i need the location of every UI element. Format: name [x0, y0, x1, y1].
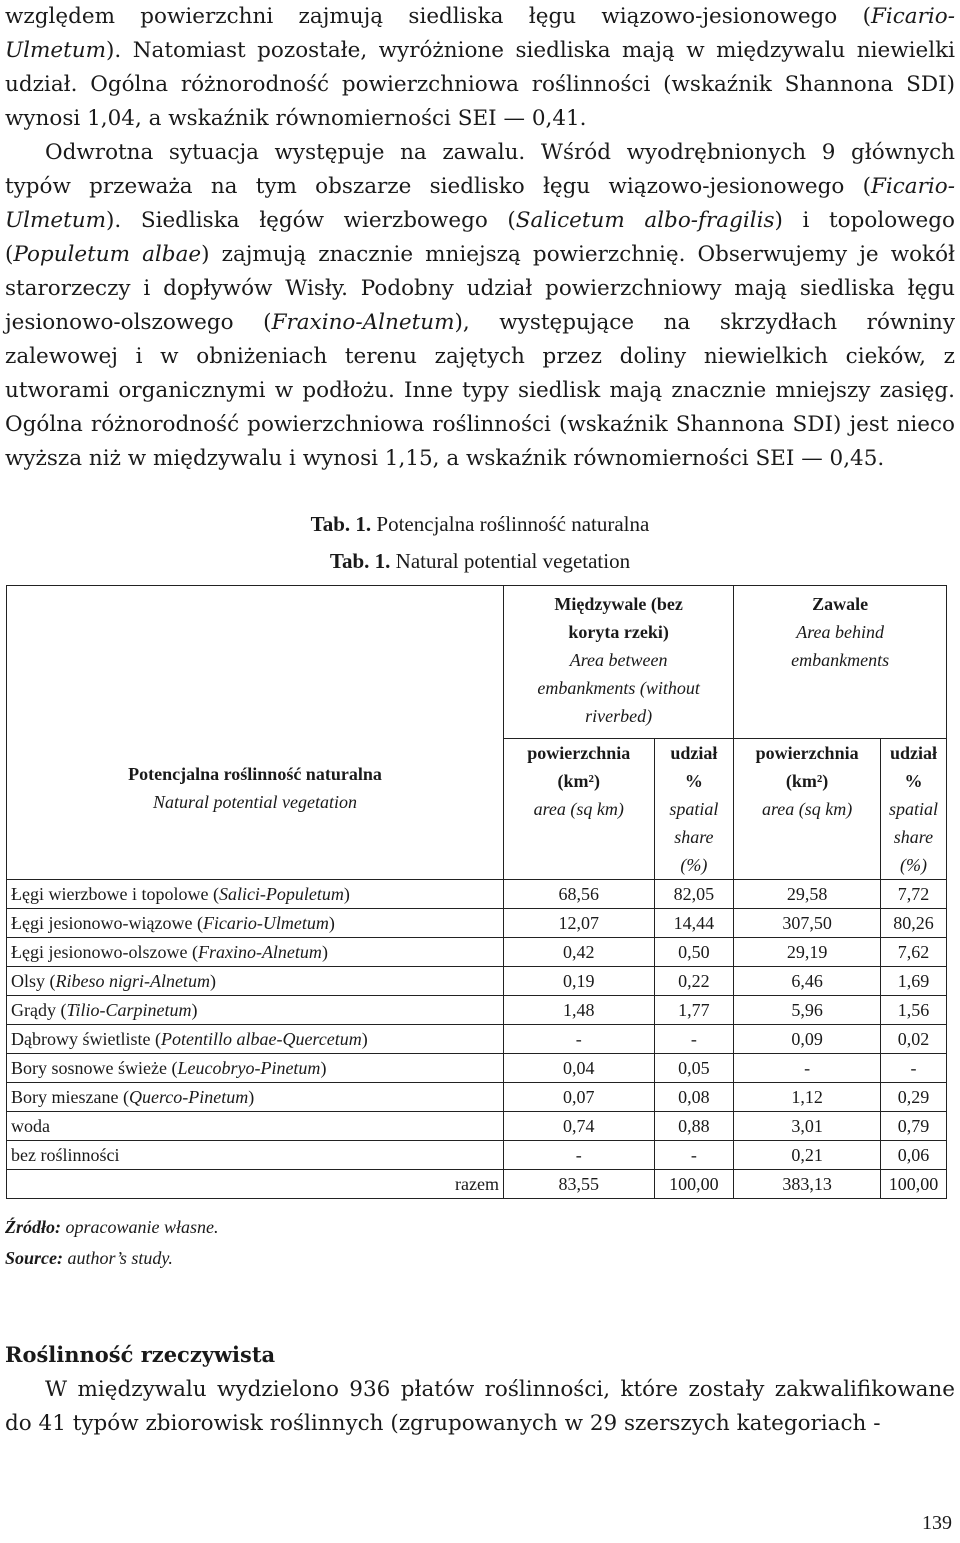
table-row [7, 880, 947, 909]
value-cell: - [503, 1141, 654, 1170]
vegetation-name-cell [7, 1141, 504, 1170]
value-cell: - [880, 1054, 946, 1083]
latin-name: Ficario-Ulmetum [5, 174, 955, 233]
table-row [7, 909, 947, 938]
header-area [734, 739, 881, 880]
value-cell: 1,69 [880, 967, 946, 996]
latin-name: Salicetum albo-fragilis [515, 208, 775, 233]
value-cell: 307,50 [734, 909, 881, 938]
value-cell: 0,05 [654, 1054, 734, 1083]
page-number: 139 [922, 1512, 952, 1534]
header-label-en: area (sq km) [761, 799, 853, 819]
header-label-en: area (sq km) [533, 799, 624, 819]
text-run: względem powierzchni zajmują siedliska łęgu wiązowo-jesionowego ( [5, 4, 871, 29]
text-run: ). Natomiast pozostałe, wyróżnione siedliska mają w międzywalu niewielki udział. Ogólna różnorodność powierzchniowa roślinności (wskaźnik Shannona SDI) wynosi 1,04, a wskaźnik równomierności SEI — 0,41. [5, 38, 955, 131]
value-cell: 68,56 [503, 880, 654, 909]
paren: ) [209, 971, 216, 991]
latin-name: Leucobryo-Pinetum [177, 1058, 321, 1078]
vegetation-name: Grądy ( [11, 1000, 67, 1020]
table-caption-pl [0, 512, 960, 536]
value-cell: - [734, 1054, 881, 1083]
total-cell: 83,55 [503, 1170, 654, 1199]
vegetation-name: bez roślinności [11, 1145, 120, 1165]
paren: ) [191, 1000, 198, 1020]
caption-text: Natural potential vegetation [390, 549, 631, 573]
caption-label: Tab. 1. [310, 512, 372, 536]
source-text: author’s study. [63, 1248, 173, 1268]
header-share [880, 739, 946, 880]
vegetation-name: Bory mieszane ( [11, 1087, 129, 1107]
source-en [5, 1243, 219, 1274]
paren: ) [320, 1058, 327, 1078]
value-cell: 12,07 [503, 909, 654, 938]
table-row [7, 996, 947, 1025]
value-cell: 0,04 [503, 1054, 654, 1083]
header-label-en: Area behind embankments [791, 622, 890, 670]
latin-name: Querco-Pinetum [128, 1087, 249, 1107]
table-caption-en [0, 549, 960, 573]
header-behind-embankments [734, 586, 947, 739]
source-label: Źródło: [5, 1217, 61, 1237]
paren: ) [321, 942, 328, 962]
table-total-row [7, 1170, 947, 1199]
header-label-pl: powierzchnia (km²) [527, 743, 631, 791]
latin-name: Salici-Populetum [218, 884, 344, 904]
paren: ) [361, 1029, 368, 1049]
caption-label: Tab. 1. [329, 549, 391, 573]
table-row [7, 967, 947, 996]
header-label-pl: udział % [670, 743, 718, 791]
header-label-pl: Potencjalna roślinność naturalna [128, 763, 382, 784]
table-row [7, 938, 947, 967]
vegetation-name: Dąbrowy świetliste ( [11, 1029, 161, 1049]
header-between-embankments [503, 586, 733, 739]
value-cell: 0,29 [880, 1083, 946, 1112]
table-source [5, 1212, 219, 1274]
total-cell: 100,00 [654, 1170, 734, 1199]
value-cell: 0,19 [503, 967, 654, 996]
value-cell: 0,07 [503, 1083, 654, 1112]
latin-name: Fraxino-Alnetum [271, 310, 455, 335]
vegetation-name-cell [7, 1083, 504, 1112]
value-cell: 29,58 [734, 880, 881, 909]
paren: ) [328, 913, 335, 933]
paren: ) [343, 884, 350, 904]
vegetation-name-cell [7, 938, 504, 967]
header-label-pl: powierzchnia (km²) [755, 743, 859, 791]
table-header-row [7, 586, 947, 739]
vegetation-name: Łęgi jesionowo-olszowe ( [11, 942, 198, 962]
latin-name: Ficario-Ulmetum [5, 4, 955, 63]
table-row [7, 1054, 947, 1083]
header-label-pl: Zawale [812, 594, 869, 614]
value-cell: 0,09 [734, 1025, 881, 1054]
value-cell: 0,42 [503, 938, 654, 967]
source-text: opracowanie własne. [61, 1217, 219, 1237]
text-run: W międzywalu wydzielono 936 płatów roślinności, które zostały zakwalifikowane do 41 typów zbiorowisk roślinnych (zgrupowanych w 29 szerszych kategoriach - [5, 1377, 955, 1436]
value-cell: 14,44 [654, 909, 734, 938]
header-label-en: Area between embankments (without riverbed) [537, 650, 700, 726]
header-vegetation-type [7, 586, 504, 880]
text-run: ) i topolowego ( [5, 208, 955, 267]
value-cell: - [654, 1141, 734, 1170]
caption-text: Potencjalna roślinność naturalna [371, 512, 650, 536]
vegetation-table [6, 585, 947, 1199]
value-cell: 0,08 [654, 1083, 734, 1112]
section-heading: Roślinność rzeczywista [5, 1342, 276, 1367]
value-cell: 80,26 [880, 909, 946, 938]
vegetation-name: woda [11, 1116, 50, 1136]
vegetation-name-cell [7, 1112, 504, 1141]
value-cell: 0,06 [880, 1141, 946, 1170]
total-cell: 383,13 [734, 1170, 881, 1199]
value-cell: 0,79 [880, 1112, 946, 1141]
value-cell: 3,01 [734, 1112, 881, 1141]
vegetation-name-cell [7, 1054, 504, 1083]
vegetation-name-cell [7, 967, 504, 996]
value-cell: 1,12 [734, 1083, 881, 1112]
value-cell: 6,46 [734, 967, 881, 996]
header-label-en: spatial share (%) [888, 799, 938, 875]
table-row [7, 1083, 947, 1112]
latin-name: Fraxino-Alnetum [197, 942, 322, 962]
value-cell: 0,02 [880, 1025, 946, 1054]
body-paragraph-bottom [5, 1373, 955, 1441]
header-label-pl: udział % [889, 743, 937, 791]
header-area [503, 739, 654, 880]
vegetation-name-cell [7, 909, 504, 938]
value-cell: 29,19 [734, 938, 881, 967]
source-pl [5, 1212, 219, 1243]
value-cell: - [654, 1025, 734, 1054]
value-cell: 1,48 [503, 996, 654, 1025]
text-run: Odwrotna sytuacja występuje na zawalu. Wśród wyodrębnionych 9 głównych typów przeważa na tym obszarze siedlisko łęgu wiązowo-jesionowego ( [5, 140, 955, 199]
header-label-en: spatial share (%) [669, 799, 719, 875]
value-cell: 0,74 [503, 1112, 654, 1141]
text-run: ), występujące na skrzydłach równiny zalewowej i w obniżeniach terenu zajętych przez doliny niewielkich cieków, z utworami organicznymi w podłożu. Inne typy siedlisk mają znacznie mniejszy zasięg. Ogólna różnorodność powierzchniowa roślinności (wskaźnik Shannona SDI) jest nieco wyższa niż w międzywalu i wynosi 1,15, a wskaźnik równomierności SEI — 0,45. [5, 310, 956, 471]
latin-name: Ribeso nigri-Alnetum [55, 971, 210, 991]
vegetation-name-cell [7, 880, 504, 909]
value-cell: 1,77 [654, 996, 734, 1025]
latin-name: Populetum albae [13, 242, 202, 267]
body-paragraph-top [5, 0, 955, 476]
text-run: ) zajmują znacznie mniejszą powierzchnię. Obserwujemy je wokół starorzeczy i dopływów Wisły. Podobny udział powierzchniowy mają siedliska łęgu jesionowo-olszowego ( [5, 242, 955, 335]
value-cell: 0,88 [654, 1112, 734, 1141]
vegetation-name: Olsy ( [11, 971, 56, 991]
value-cell: 7,72 [880, 880, 946, 909]
vegetation-name-cell [7, 1025, 504, 1054]
value-cell: 7,62 [880, 938, 946, 967]
header-label-pl: Międzywale (bez koryta rzeki) [554, 594, 683, 642]
text-run: ). Siedliska łęgów wierzbowego ( [105, 208, 516, 233]
table-row [7, 1112, 947, 1141]
value-cell: - [503, 1025, 654, 1054]
paren: ) [248, 1087, 255, 1107]
vegetation-name: Łęgi jesionowo-wiązowe ( [11, 913, 203, 933]
vegetation-name-cell [7, 996, 504, 1025]
total-cell: 100,00 [880, 1170, 946, 1199]
source-label: Source: [5, 1248, 63, 1268]
table-row [7, 1025, 947, 1054]
latin-name: Potentillo albae-Quercetum [160, 1029, 362, 1049]
value-cell: 0,21 [734, 1141, 881, 1170]
value-cell: 82,05 [654, 880, 734, 909]
value-cell: 5,96 [734, 996, 881, 1025]
value-cell: 0,22 [654, 967, 734, 996]
value-cell: 0,50 [654, 938, 734, 967]
latin-name: Tilio-Carpinetum [66, 1000, 192, 1020]
header-label-en: Natural potential vegetation [153, 791, 357, 812]
value-cell: 1,56 [880, 996, 946, 1025]
total-label: razem [7, 1170, 504, 1199]
vegetation-name: Bory sosnowe świeże ( [11, 1058, 178, 1078]
vegetation-name: Łęgi wierzbowe i topolowe ( [11, 884, 219, 904]
table-row [7, 1141, 947, 1170]
header-share [654, 739, 734, 880]
latin-name: Ficario-Ulmetum [202, 913, 329, 933]
table-body [7, 880, 947, 1170]
